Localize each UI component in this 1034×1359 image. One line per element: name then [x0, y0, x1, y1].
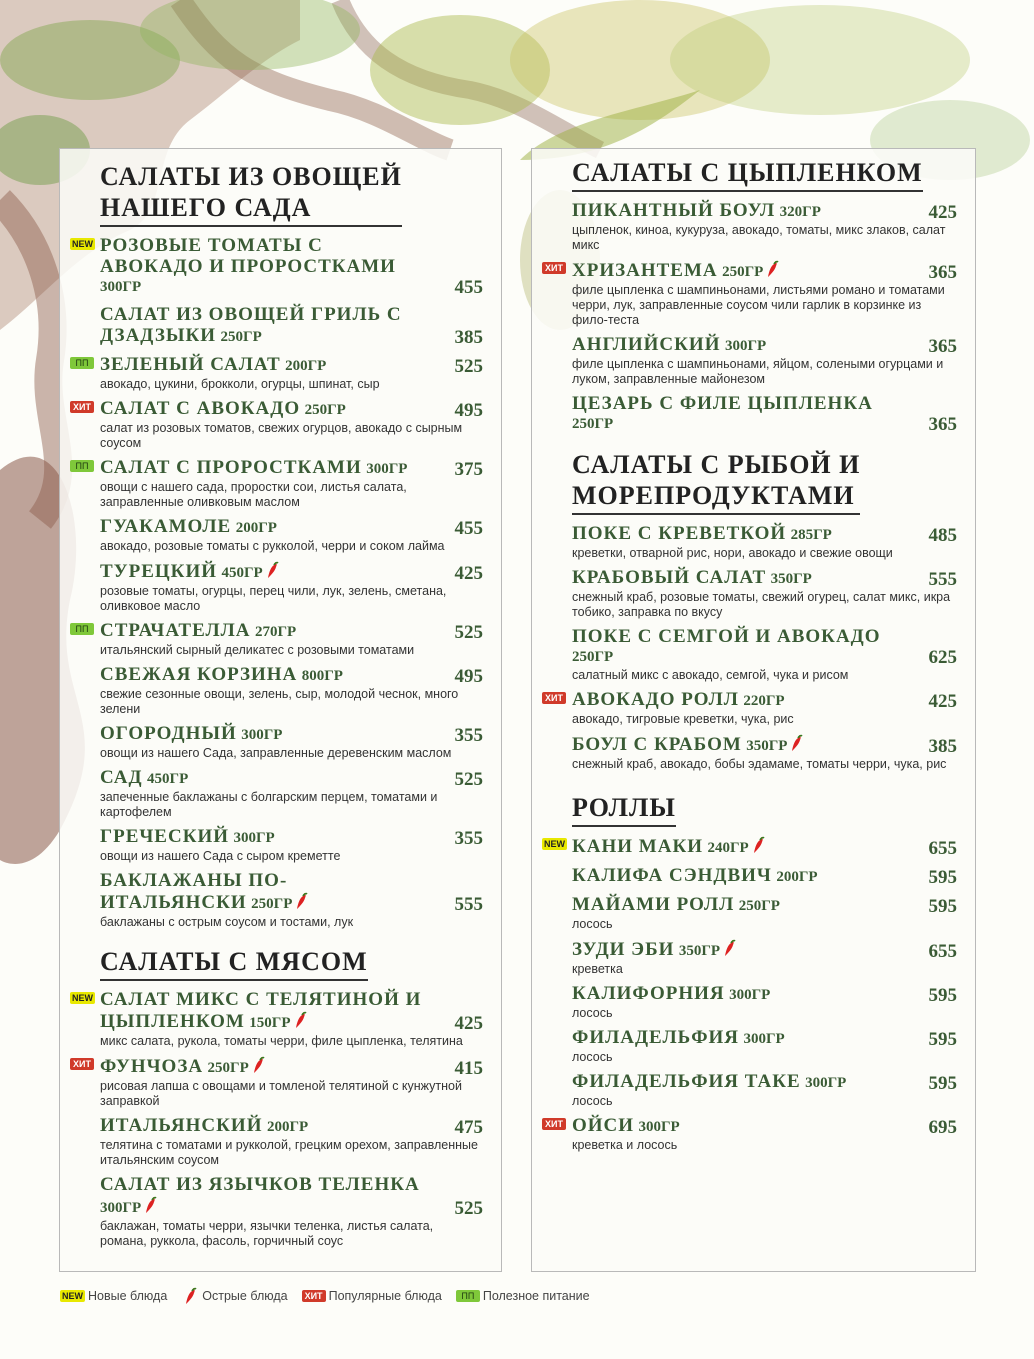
menu-item [73, 398, 483, 451]
menu-item [100, 767, 483, 820]
item-name: АНГЛИЙСКИЙ [572, 334, 721, 355]
item-name-row [100, 989, 483, 1034]
chili-pepper-icon [143, 1195, 159, 1215]
chili-pepper-icon [789, 733, 805, 753]
item-price: 425 [454, 1013, 483, 1034]
menu-item [100, 516, 483, 554]
item-name: КАЛИФА СЭНДВИЧ [572, 865, 772, 886]
chili-pepper-icon [294, 891, 310, 911]
legend-pp [456, 1289, 590, 1303]
item-weight: 200ГР [266, 1119, 309, 1135]
item-name: ПОКЕ С СЕМГОЙ И АВОКАДО [572, 626, 881, 647]
hit-badge: ХИТ [542, 692, 566, 704]
menu-item [73, 1055, 483, 1109]
item-description: салатный микс с авокадо, семгой, чука и рисом [572, 668, 849, 682]
item-name: ФУНЧОЗА [100, 1056, 204, 1077]
menu-item [572, 938, 957, 977]
item-description: лосось [572, 917, 613, 931]
menu-item [572, 1027, 957, 1065]
item-description: итальянский сырный деликатес с розовыми томатами [100, 643, 415, 657]
item-price: 655 [928, 941, 957, 962]
item-weight: 300ГР [638, 1119, 680, 1135]
item-price: 415 [454, 1058, 483, 1079]
menu-item [100, 664, 483, 717]
menu-item [572, 983, 957, 1021]
rolls-items [544, 835, 957, 1153]
item-name-row [572, 835, 957, 859]
item-name: САЛАТ С АВОКАДО [100, 398, 301, 419]
menu-item [100, 723, 483, 761]
item-price: 375 [454, 459, 483, 480]
item-description: авокадо, тигровые креветки, чука, рис [572, 712, 794, 726]
item-description: филе цыпленка с шампиньонами, листьями романо и томатами черри, лук, заправленные соусом чили гарлик в корзинке из фило-теста [572, 283, 945, 327]
item-description: телятина с томатами и рукколой, грецким орехом, заправленные итальянским соусом [100, 1138, 478, 1167]
item-description: запеченные баклажаны с болгарским перцем, томатами и картофелем [100, 790, 438, 819]
item-weight: 250ГР [251, 896, 293, 912]
item-price: 525 [454, 769, 483, 790]
item-weight: 200ГР [776, 869, 818, 885]
section-title-rolls: РОЛЛЫ [572, 792, 676, 827]
item-weight: 250ГР [572, 416, 614, 432]
item-name: СВЕЖАЯ КОРЗИНА [100, 664, 298, 685]
menu-item [545, 689, 957, 727]
section-title-meat: САЛАТЫ С МЯСОМ [100, 946, 368, 981]
item-description: снежный краб, авокадо, бобы эдамаме, томаты черри, чука, рис [572, 757, 947, 771]
menu-item [100, 304, 483, 348]
chicken-items [545, 200, 957, 435]
menu-item [100, 1115, 483, 1168]
item-price: 595 [928, 867, 957, 888]
item-weight: 250ГР [722, 264, 764, 280]
item-name-row [572, 523, 957, 546]
item-price: 625 [928, 647, 957, 668]
item-name-row [100, 826, 483, 849]
item-weight: 800ГР [301, 668, 343, 684]
item-name: АВОКАДО РОЛЛ [572, 689, 739, 710]
legend-new-label: Новые блюда [88, 1289, 168, 1303]
item-price: 595 [928, 1073, 957, 1094]
item-weight: 250ГР [304, 402, 346, 418]
menu-item [572, 1071, 957, 1109]
item-price: 595 [928, 1029, 957, 1050]
item-name-row [100, 235, 483, 298]
menu-item [100, 870, 483, 930]
legend-spicy-label: Острые блюда [202, 1289, 288, 1303]
item-price: 455 [454, 518, 483, 539]
menu-item [75, 620, 483, 658]
item-description: авокадо, цукини, брокколи, огурцы, шпинат, сыр [100, 377, 380, 391]
item-price: 495 [454, 666, 483, 687]
menu-item [72, 235, 483, 298]
menu-item [572, 200, 957, 253]
section-title-fish: САЛАТЫ С РЫБОЙ И МОРЕПРОДУКТАМИ [572, 449, 860, 515]
item-price: 365 [928, 336, 957, 357]
item-weight: 250ГР [207, 1060, 249, 1076]
item-weight: 220ГР [743, 693, 785, 709]
item-weight: 300ГР [805, 1075, 847, 1091]
item-name: КАНИ МАКИ [572, 836, 704, 857]
menu-item [545, 1115, 957, 1153]
item-price: 695 [928, 1117, 957, 1138]
new-badge: NEW [72, 239, 93, 249]
legend [60, 1286, 590, 1306]
item-name: САД [100, 767, 143, 788]
item-weight: 300ГР [366, 461, 408, 477]
item-name-row [572, 1115, 957, 1138]
item-name: ФИЛАДЕЛЬФИЯ ТАКЕ [572, 1071, 801, 1092]
section-title-veg: САЛАТЫ ИЗ ОВОЩЕЙ НАШЕГО САДА [100, 161, 402, 227]
menu-item [572, 626, 957, 683]
item-name-row [100, 398, 483, 421]
item-price: 355 [454, 725, 483, 746]
pp-badge: ПП [70, 623, 94, 635]
hit-badge: ХИТ [70, 1058, 94, 1070]
item-description: овощи с нашего сада, проростки сои, листья салата, заправленные оливковым маслом [100, 480, 407, 509]
fish-items [545, 523, 957, 772]
item-name-row [100, 1055, 483, 1079]
item-weight: 300ГР [729, 987, 771, 1003]
item-name: САЛАТ ИЗ ОВОЩЕЙ ГРИЛЬ С ДЗАДЗЫКИ [100, 304, 402, 346]
item-name: ЗЕЛЕНЫЙ САЛАТ [100, 354, 281, 375]
chili-pepper-icon [751, 835, 767, 855]
legend-pp-label: Полезное питание [482, 1289, 590, 1303]
item-description: лосось [572, 1050, 613, 1064]
item-name-row [572, 1071, 957, 1094]
item-name: САЛАТ МИКС С ТЕЛЯТИНОЙ И ЦЫПЛЕНКОМ [100, 989, 422, 1032]
left-menu-panel [59, 148, 502, 1272]
legend-spicy [181, 1286, 287, 1306]
item-weight: 150ГР [249, 1015, 291, 1031]
item-description: креветка [572, 962, 623, 976]
item-name-row [100, 457, 483, 480]
chili-pepper-icon [293, 1010, 309, 1030]
item-name-row [100, 664, 483, 687]
item-price: 425 [454, 563, 483, 584]
item-name: САЛАТ ИЗ ЯЗЫЧКОВ ТЕЛЕНКА [100, 1174, 420, 1195]
item-name-row [572, 894, 957, 917]
item-weight: 300ГР [241, 727, 283, 743]
item-price: 455 [454, 277, 483, 298]
item-name-row [572, 393, 957, 435]
menu-item [100, 560, 483, 614]
item-name-row [100, 870, 483, 915]
item-name-row [572, 1027, 957, 1050]
item-name: КАЛИФОРНИЯ [572, 983, 725, 1004]
item-weight: 270ГР [254, 624, 297, 640]
item-name-row [572, 567, 957, 590]
item-name: ОГОРОДНЫЙ [100, 723, 237, 744]
hit-badge: ХИТ [542, 262, 566, 274]
item-name-row [100, 620, 483, 643]
item-name-row [572, 983, 957, 1006]
item-price: 365 [928, 262, 957, 283]
item-name: САЛАТ С ПРОРОСТКАМИ [100, 457, 362, 478]
chili-pepper-icon [765, 259, 781, 279]
item-name: ПИКАНТНЫЙ БОУЛ [572, 200, 776, 221]
pp-badge: ПП [70, 460, 94, 472]
item-name: ЗУДИ ЭБИ [572, 939, 675, 960]
menu-item [100, 1174, 483, 1249]
item-name: БОУЛ С КРАБОМ [572, 734, 742, 755]
item-weight: 250ГР [220, 329, 262, 345]
chili-pepper-icon [183, 1286, 199, 1306]
item-name-row [572, 689, 957, 712]
item-name-row [572, 259, 957, 283]
meat-items [72, 989, 483, 1249]
item-weight: 285ГР [790, 527, 832, 543]
item-price: 385 [454, 327, 483, 348]
item-name: ХРИЗАНТЕМА [572, 260, 718, 281]
chili-pepper-icon [722, 938, 738, 958]
item-name: ЦЕЗАРЬ С ФИЛЕ ЦЫПЛЕНКА [572, 393, 873, 414]
item-price: 355 [454, 828, 483, 849]
item-weight: 350ГР [770, 571, 812, 587]
menu-item [544, 835, 957, 859]
item-name: ИТАЛЬЯНСКИЙ [100, 1115, 263, 1136]
item-name: СТРАЧАТЕЛЛА [100, 620, 251, 641]
item-price: 425 [928, 202, 957, 223]
item-weight: 240ГР [707, 840, 749, 856]
menu-item [75, 354, 483, 392]
veg-items [72, 235, 483, 930]
new-badge: NEW [72, 993, 93, 1003]
section-title-chicken: САЛАТЫ С ЦЫПЛЕНКОМ [572, 157, 923, 192]
item-price: 655 [928, 838, 957, 859]
item-name-row [100, 767, 483, 790]
menu-item [545, 259, 957, 328]
item-name-row [572, 938, 957, 962]
item-weight: 350ГР [746, 738, 788, 754]
item-name: КРАБОВЫЙ САЛАТ [572, 567, 767, 588]
pp-badge: ПП [70, 357, 94, 369]
item-name-row [572, 334, 957, 357]
item-weight: 300ГР [100, 279, 142, 295]
menu-item [75, 457, 483, 510]
item-weight: 320ГР [779, 204, 821, 220]
item-name: ФИЛАДЕЛЬФИЯ [572, 1027, 740, 1048]
item-description: розовые томаты, огурцы, перец чили, лук, зелень, сметана, оливковое масло [100, 584, 447, 613]
item-name-row [100, 304, 483, 348]
item-price: 525 [454, 356, 483, 377]
item-name: ТУРЕЦКИЙ [100, 561, 218, 582]
item-name-row [572, 733, 957, 757]
item-description: филе цыпленка с шампиньонами, яйцом, солеными огурцами и луком, заправленные майонезом [572, 357, 944, 386]
item-description: рисовая лапша с овощами и томленой телятиной с кунжутной заправкой [100, 1079, 462, 1108]
menu-item [572, 523, 957, 561]
hit-badge: ХИТ [70, 401, 94, 413]
item-weight: 300ГР [743, 1031, 785, 1047]
item-description: овощи из нашего Сада, заправленные деревенским маслом [100, 746, 452, 760]
item-name: БАКЛАЖАНЫ ПО-ИТАЛЬЯНСКИ [100, 870, 288, 913]
hit-badge: ХИТ [542, 1118, 566, 1130]
item-name: РОЗОВЫЕ ТОМАТЫ С АВОКАДО И ПРОРОСТКАМИ [100, 235, 396, 277]
item-price: 385 [928, 736, 957, 757]
item-name: ПОКЕ С КРЕВЕТКОЙ [572, 523, 787, 544]
item-weight: 200ГР [285, 358, 327, 374]
item-weight: 200ГР [235, 520, 277, 536]
item-name-row [100, 516, 483, 539]
item-name-row [100, 1174, 483, 1219]
item-price: 595 [928, 985, 957, 1006]
menu-item [572, 393, 957, 435]
item-description: креветка и лосось [572, 1138, 678, 1152]
menu-item [572, 865, 957, 888]
item-name: ОЙСИ [572, 1115, 635, 1136]
right-menu-panel [531, 148, 976, 1272]
item-weight: 300ГР [724, 338, 767, 354]
hit-badge: ХИТ [302, 1290, 326, 1302]
chili-pepper-icon [251, 1055, 267, 1075]
item-price: 525 [454, 1198, 483, 1219]
item-price: 485 [928, 525, 957, 546]
item-weight: 300ГР [233, 830, 275, 846]
legend-new [60, 1289, 167, 1303]
item-description: лосось [572, 1094, 613, 1108]
item-price: 525 [454, 622, 483, 643]
item-name-row [572, 865, 957, 888]
item-description: креветки, отварной рис, нори, авокадо и свежие овощи [572, 546, 893, 560]
item-description: свежие сезонные овощи, зелень, сыр, молодой чеснок, много зелени [100, 687, 459, 716]
item-name: ГУАКАМОЛЕ [100, 516, 232, 537]
item-description: салат из розовых томатов, свежих огурцов, авокадо с сырным соусом [100, 421, 463, 450]
item-weight: 450ГР [221, 565, 263, 581]
new-badge: NEW [62, 1291, 83, 1301]
legend-hit-label: Популярные блюда [328, 1289, 442, 1303]
item-weight: 450ГР [147, 771, 189, 787]
menu-item [572, 894, 957, 932]
item-weight: 350ГР [678, 943, 721, 959]
menu-item [572, 567, 957, 620]
item-name-row [572, 200, 957, 223]
item-description: снежный краб, розовые томаты, свежий огурец, салат микс, икра тобико, заправка по вкусу [572, 590, 951, 619]
item-description: овощи из нашего Сада с сыром креметте [100, 849, 341, 863]
item-name: МАЙАМИ РОЛЛ [572, 894, 735, 915]
item-price: 555 [454, 894, 483, 915]
item-price: 495 [454, 400, 483, 421]
item-price: 425 [928, 691, 957, 712]
menu-item [572, 733, 957, 772]
chili-pepper-icon [265, 560, 281, 580]
new-badge: NEW [544, 839, 565, 849]
item-description: лосось [572, 1006, 613, 1020]
item-price: 555 [928, 569, 957, 590]
item-description: баклажаны с острым соусом и тостами, лук [100, 915, 354, 929]
item-price: 365 [928, 414, 957, 435]
item-name-row [100, 723, 483, 746]
item-name: ГРЕЧЕСКИЙ [100, 826, 230, 847]
menu-item [72, 989, 483, 1049]
menu-item [100, 826, 483, 864]
item-price: 475 [454, 1117, 483, 1138]
item-weight: 250ГР [572, 649, 614, 665]
item-price: 595 [928, 896, 957, 917]
item-description: микс салата, рукола, томаты черри, филе цыпленка, телятина [100, 1034, 463, 1048]
item-description: баклажан, томаты черри, язычки теленка, листья салата, романа, руккола, фасоль, горчичный соус [100, 1219, 434, 1248]
item-name-row [100, 1115, 483, 1138]
item-weight: 300ГР [100, 1200, 142, 1216]
legend-hit [302, 1289, 442, 1303]
pp-badge: ПП [456, 1290, 480, 1302]
item-name-row [572, 626, 957, 668]
item-description: цыпленок, киноа, кукуруза, авокадо, томаты, микс злаков, салат микс [572, 223, 946, 252]
item-name-row [100, 354, 483, 377]
item-weight: 250ГР [738, 898, 780, 914]
item-description: авокадо, розовые томаты с рукколой, черри и соком лайма [100, 539, 445, 553]
item-name-row [100, 560, 483, 584]
menu-item [572, 334, 957, 387]
